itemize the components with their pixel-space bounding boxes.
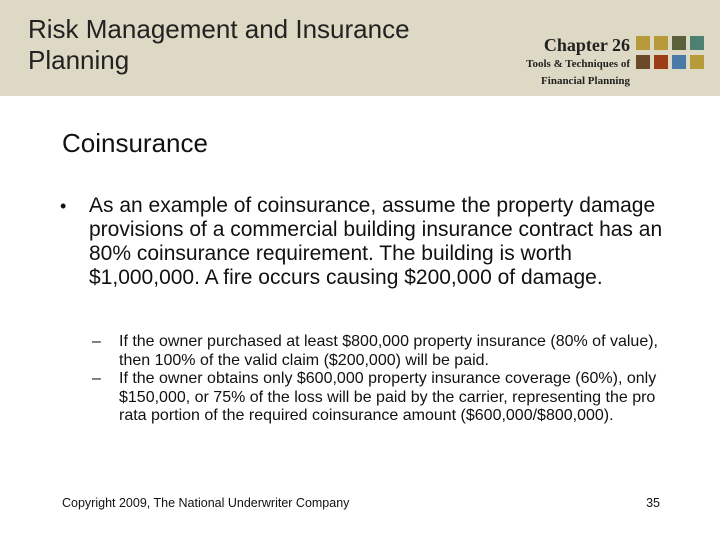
dash-marker: – [92,370,101,387]
dash-marker: – [92,333,101,350]
square-brown [636,55,650,69]
header-band [0,0,720,96]
square-tan-2 [654,36,668,50]
square-rust [654,55,668,69]
copyright-text: Copyright 2009, The National Underwriter Company [62,496,350,510]
main-bullet-text: As an example of coinsurance, assume the property damage provisions of a commercial building insurance contract has an 80% coinsurance requirement. The building is worth $1,000,000. A fire occurs causing $200,000 of damage. [89,194,663,289]
presentation-title: Risk Management and Insurance Planning [28,14,410,75]
book-title-line2: Financial Planning [541,75,630,87]
page-number: 35 [646,496,660,510]
square-blue [672,55,686,69]
sub-bullet-text: If the owner purchased at least $800,000 property insurance (80% of value), then 100% of the valid claim ($200,000) will be paid. [119,333,658,369]
sub-bullet-item [92,333,662,370]
book-title-line1: Tools & Techniques of [526,58,630,70]
sub-bullet-list [92,333,662,426]
chapter-number: Chapter 26 [543,35,630,55]
square-tan-1 [636,36,650,50]
slide-heading: Coinsurance [62,128,208,158]
square-dark-olive [672,36,686,50]
square-teal [690,36,704,50]
bullet-dot: • [60,196,67,216]
chapter-block [526,34,630,88]
sub-bullet-text: If the owner obtains only $600,000 property insurance coverage (60%), only $150,000, or 75% of the loss will be paid by the carrier, representing the pro rata portion of the required coinsurance amount ($600,000/$800,000). [119,370,657,424]
sub-bullet-item [92,370,662,426]
square-tan-3 [690,55,704,69]
